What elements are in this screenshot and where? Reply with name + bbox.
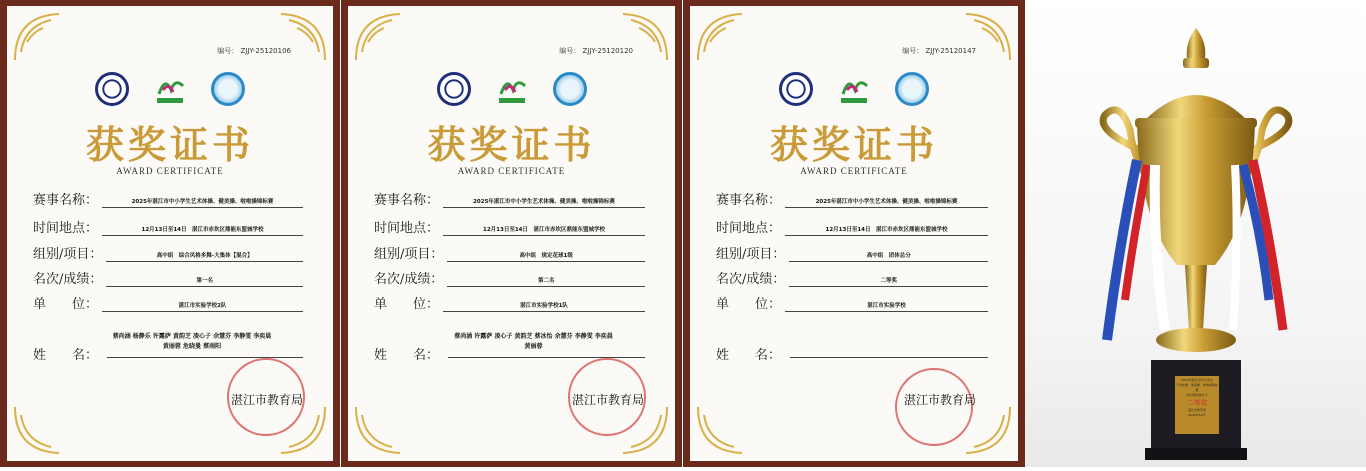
name-label: 姓 名： bbox=[374, 348, 440, 363]
time-label: 时间地点： bbox=[33, 221, 99, 236]
sports-logo-icon bbox=[895, 72, 929, 106]
logo-row bbox=[690, 72, 1018, 106]
names-line-1: 蔡尚涵 杨静乐 许露萨 黄韵芝 凌心子 余慧芬 李静雯 李奕晨 bbox=[112, 333, 272, 340]
sports-logo-icon bbox=[211, 72, 245, 106]
event-row bbox=[374, 189, 645, 208]
issuer: 湛江市教育局 bbox=[571, 393, 644, 407]
zhanjiang-education-logo-icon bbox=[835, 72, 873, 106]
trophy-photo bbox=[1025, 0, 1366, 467]
names-underline bbox=[448, 357, 645, 358]
names-list bbox=[87, 332, 297, 352]
time-value: 12月13日至14日 湛江市赤坎区鼎能东盟城学校 bbox=[443, 225, 645, 236]
unit-value: 湛江市实验学校2队 bbox=[102, 301, 303, 312]
group-value: 高中组 综合风格多舞-大集体【混合】 bbox=[106, 251, 303, 262]
time-row bbox=[33, 217, 303, 236]
event-row bbox=[33, 189, 303, 208]
plaque-line: 高中组团体总分 bbox=[1186, 393, 1208, 397]
certificate-2 bbox=[341, 0, 682, 467]
certificate-subtitle: AWARD CERTIFICATE bbox=[457, 166, 566, 176]
rank-value: 二等奖 bbox=[789, 276, 988, 287]
unit-value: 湛江市实验学校1队 bbox=[443, 301, 645, 312]
names-line-1: 蔡尚涵 许露萨 凌心子 黄韵芝 蔡冰怡 余慧芬 李静雯 李奕晨 bbox=[454, 333, 613, 340]
group-label: 组别/项目： bbox=[374, 247, 444, 262]
serial-number: 编号： ZJJY-25120120 bbox=[559, 47, 633, 55]
name-label: 姓 名： bbox=[716, 348, 782, 363]
serial-number: 编号： ZJJY-25120106 bbox=[217, 47, 291, 55]
names-underline bbox=[790, 357, 988, 358]
time-value: 12月13日至14日 湛江市赤坎区鼎能东盟城学校 bbox=[785, 225, 988, 236]
rank-value: 第一名 bbox=[106, 276, 303, 287]
gold-corner-ornament bbox=[13, 12, 83, 62]
rank-row bbox=[374, 268, 645, 287]
group-row bbox=[374, 243, 645, 262]
issuer: 湛江市教育局 bbox=[903, 393, 976, 407]
unit-row bbox=[33, 293, 303, 312]
zhanjiang-education-logo-icon bbox=[151, 72, 189, 106]
plaque-line: 二等奖 bbox=[1186, 399, 1208, 407]
unit-label: 单 位： bbox=[716, 297, 782, 312]
association-logo-icon bbox=[437, 72, 471, 106]
association-logo-icon bbox=[779, 72, 813, 106]
time-row bbox=[716, 217, 988, 236]
sports-logo-icon bbox=[553, 72, 587, 106]
certificate-1 bbox=[0, 0, 340, 467]
event-value: 2025年湛江市中小学生艺术体操、健美操、啦啦操锦标赛 bbox=[785, 197, 988, 208]
group-row bbox=[716, 243, 988, 262]
time-row bbox=[374, 217, 645, 236]
group-value: 高中组 团体总分 bbox=[789, 251, 988, 262]
certificate-paper bbox=[690, 6, 1018, 461]
serial-number: 编号： ZJJY-25120147 bbox=[902, 47, 976, 55]
certificate-title: 获奖证书 bbox=[769, 122, 938, 167]
event-value: 2025年湛江市中小学生艺术体操、健美操、啦啦操锦标赛 bbox=[443, 197, 645, 208]
rank-label: 名次/成绩： bbox=[374, 272, 444, 287]
group-value: 高中组 规定花球1级 bbox=[447, 251, 645, 262]
unit-label: 单 位： bbox=[33, 297, 99, 312]
rank-label: 名次/成绩： bbox=[716, 272, 786, 287]
names-line-2: 黄丽蓉 bbox=[524, 343, 543, 350]
rank-label: 名次/成绩： bbox=[33, 272, 103, 287]
association-logo-icon bbox=[95, 72, 129, 106]
time-label: 时间地点： bbox=[374, 221, 440, 236]
event-label: 赛事名称： bbox=[716, 193, 782, 208]
certificate-paper bbox=[7, 6, 333, 461]
event-label: 赛事名称： bbox=[33, 193, 99, 208]
rank-row bbox=[33, 268, 303, 287]
certificate-title: 获奖证书 bbox=[427, 122, 596, 167]
gold-corner-ornament bbox=[354, 405, 424, 455]
unit-row bbox=[716, 293, 988, 312]
plaque-line: 艺术体操、健美操、啦啦操锦标赛 bbox=[1175, 383, 1218, 392]
time-label: 时间地点： bbox=[716, 221, 782, 236]
event-row bbox=[716, 189, 988, 208]
name-label: 姓 名： bbox=[33, 348, 99, 363]
zhanjiang-education-logo-icon bbox=[493, 72, 531, 106]
gold-corner-ornament bbox=[354, 12, 424, 62]
certificate-3 bbox=[683, 0, 1025, 467]
event-value: 2025年湛江市中小学生艺术体操、健美操、啦啦操锦标赛 bbox=[102, 197, 303, 208]
certificate-paper bbox=[348, 6, 675, 461]
gold-corner-ornament bbox=[696, 405, 766, 455]
plaque-line: 2025年湛江市中小学生 bbox=[1181, 378, 1213, 382]
certificate-subtitle: AWARD CERTIFICATE bbox=[800, 166, 908, 176]
certificate-subtitle: AWARD CERTIFICATE bbox=[116, 166, 224, 176]
rank-row bbox=[716, 268, 988, 287]
trophy-plaque bbox=[1175, 378, 1219, 434]
certificate-title: 获奖证书 bbox=[85, 122, 254, 167]
plaque-line: 2025年12月 bbox=[1188, 413, 1206, 417]
logo-row bbox=[7, 72, 333, 106]
gold-corner-ornament bbox=[696, 12, 766, 62]
unit-label: 单 位： bbox=[374, 297, 440, 312]
rank-value: 第二名 bbox=[447, 276, 645, 287]
gold-corner-ornament bbox=[13, 405, 83, 455]
unit-row bbox=[374, 293, 645, 312]
plaque-line: 湛江市教育局 bbox=[1187, 408, 1206, 412]
name-row bbox=[716, 344, 781, 363]
group-label: 组别/项目： bbox=[716, 247, 786, 262]
issuer: 湛江市教育局 bbox=[230, 393, 303, 407]
time-value: 12月13日至14日 湛江市赤坎区鼎能东盟城学校 bbox=[102, 225, 303, 236]
names-list bbox=[428, 332, 639, 352]
group-label: 组别/项目： bbox=[33, 247, 103, 262]
group-row bbox=[33, 243, 303, 262]
unit-value: 湛江市实验学校 bbox=[785, 301, 988, 312]
logo-row bbox=[348, 72, 675, 106]
event-label: 赛事名称： bbox=[374, 193, 440, 208]
names-line-2: 黄丽蓉 危晓曼 蔡雨阳 bbox=[162, 343, 222, 350]
